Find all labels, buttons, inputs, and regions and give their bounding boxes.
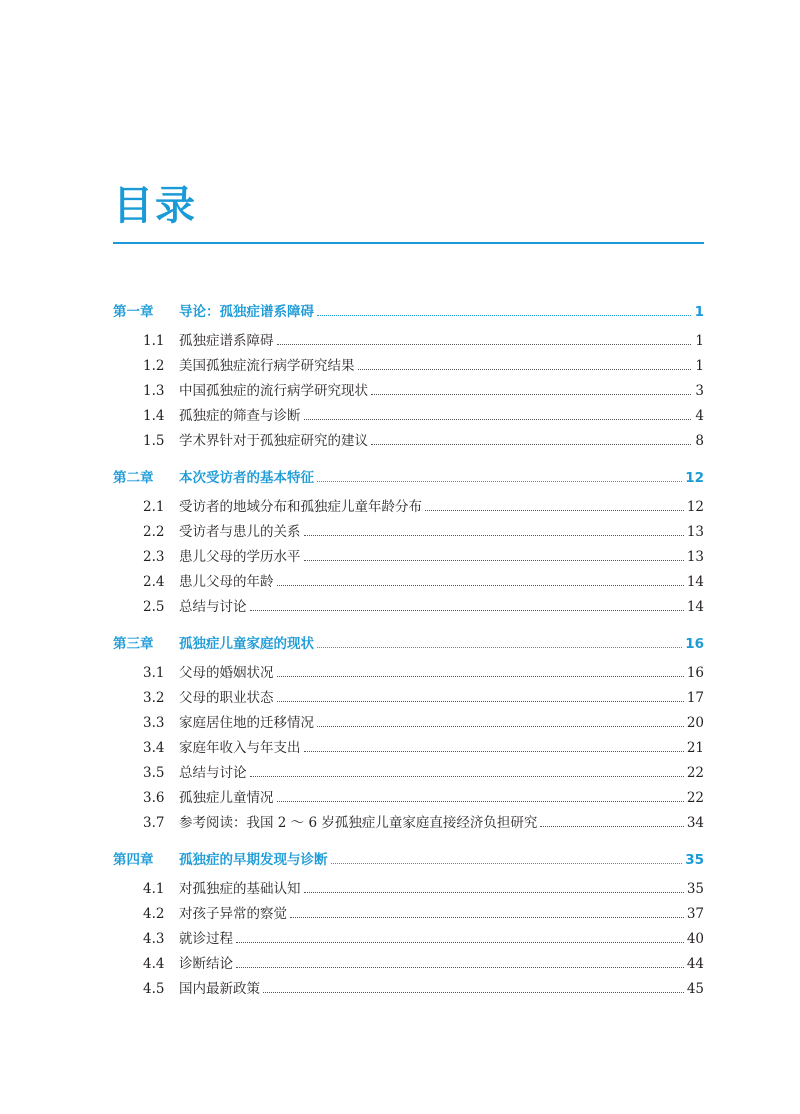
toc-section-entry[interactable]: [113, 876, 704, 901]
section-page-number: 16: [686, 665, 704, 681]
toc-section-entry[interactable]: [113, 403, 704, 428]
section-number: 3.6: [143, 790, 165, 806]
dot-leader: [277, 569, 684, 586]
chapter-title: 本次受访者的基本特征: [179, 470, 314, 486]
section-page-number: 44: [686, 956, 704, 972]
dot-leader: [304, 876, 684, 893]
section-number: 4.4: [143, 956, 165, 972]
section-number: 1.3: [143, 383, 165, 399]
chapter-page-number: 12: [685, 470, 704, 486]
section-page-number: 17: [686, 690, 704, 706]
section-title: 孤独症谱系障碍: [179, 333, 274, 349]
toc-section-entry[interactable]: [113, 660, 704, 685]
dot-leader: [304, 735, 684, 752]
section-title: 总结与讨论: [179, 765, 247, 781]
section-number: 1.2: [143, 358, 165, 374]
dot-leader: [304, 519, 684, 536]
section-page-number: 34: [686, 815, 704, 831]
toc-chapter: [113, 465, 704, 619]
section-number: 2.4: [143, 574, 165, 590]
toc-chapter-entry[interactable]: [113, 631, 704, 656]
section-page-number: 22: [686, 790, 704, 806]
section-number: 4.3: [143, 931, 165, 947]
section-number: 1.1: [143, 333, 165, 349]
section-title: 美国孤独症流行病学研究结果: [179, 358, 355, 374]
chapter-page-number: 16: [685, 636, 704, 652]
section-number: 2.1: [143, 499, 165, 515]
section-title: 学术界针对于孤独症研究的建议: [179, 433, 368, 449]
section-title: 总结与讨论: [179, 599, 247, 615]
toc-section-entry[interactable]: [113, 494, 704, 519]
section-number: 2.3: [143, 549, 165, 565]
dot-leader: [425, 494, 684, 511]
section-page-number: 8: [695, 433, 704, 449]
toc-section-entry[interactable]: [113, 569, 704, 594]
dot-leader: [358, 353, 692, 370]
section-page-number: 21: [686, 740, 704, 756]
section-number: 3.3: [143, 715, 165, 731]
section-number: 2.5: [143, 599, 165, 615]
section-number: 3.5: [143, 765, 165, 781]
dot-leader: [236, 951, 684, 968]
toc-section-entry[interactable]: [113, 926, 704, 951]
chapter-number: 第三章: [113, 636, 154, 652]
dot-leader: [277, 328, 692, 345]
toc-section-entry[interactable]: [113, 378, 704, 403]
toc-section-entry[interactable]: [113, 760, 704, 785]
dot-leader: [317, 710, 684, 727]
toc-chapter-entry[interactable]: [113, 299, 704, 324]
dot-leader: [290, 901, 684, 918]
section-number: 1.4: [143, 408, 165, 424]
dot-leader: [250, 594, 684, 611]
section-page-number: 13: [686, 524, 704, 540]
chapter-title: 孤独症儿童家庭的现状: [179, 636, 314, 652]
dot-leader: [277, 785, 684, 802]
toc-chapter: [113, 847, 704, 1001]
toc-section-entry[interactable]: [113, 328, 704, 353]
title-divider: [113, 242, 704, 244]
section-title: 父母的职业状态: [179, 690, 274, 706]
chapter-page-number: 35: [685, 852, 704, 868]
section-title: 就诊过程: [179, 931, 233, 947]
toc-chapter: [113, 299, 704, 453]
chapter-number: 第四章: [113, 852, 154, 868]
section-title: 中国孤独症的流行病学研究现状: [179, 383, 368, 399]
section-title: 家庭居住地的迁移情况: [179, 715, 314, 731]
dot-leader: [371, 428, 691, 445]
chapter-number: 第一章: [113, 304, 154, 320]
section-page-number: 1: [695, 358, 704, 374]
dot-leader: [277, 660, 684, 677]
dot-leader: [304, 544, 684, 561]
section-title: 孤独症儿童情况: [179, 790, 274, 806]
toc-section-entry[interactable]: [113, 785, 704, 810]
section-page-number: 37: [686, 906, 704, 922]
section-page-number: 1: [695, 333, 704, 349]
dot-leader: [263, 976, 684, 993]
section-page-number: 22: [686, 765, 704, 781]
page-title: 目录: [113, 183, 197, 229]
toc-chapter-entry[interactable]: [113, 847, 704, 872]
section-number: 3.2: [143, 690, 165, 706]
section-page-number: 14: [686, 574, 704, 590]
dot-leader: [317, 631, 682, 648]
section-number: 3.7: [143, 815, 165, 831]
toc-section-entry[interactable]: [113, 594, 704, 619]
toc-section-entry[interactable]: [113, 710, 704, 735]
dot-leader: [371, 378, 691, 395]
section-title: 参考阅读：我国 2 ～ 6 岁孤独症儿童家庭直接经济负担研究: [179, 815, 538, 831]
section-title: 受访者的地域分布和孤独症儿童年龄分布: [179, 499, 422, 515]
dot-leader: [304, 403, 692, 420]
dot-leader: [250, 760, 684, 777]
toc-section-entry[interactable]: [113, 519, 704, 544]
section-title: 父母的婚姻状况: [179, 665, 274, 681]
toc-section-entry[interactable]: [113, 810, 704, 835]
section-title: 患儿父母的年龄: [179, 574, 274, 590]
section-title: 对孤独症的基础认知: [179, 881, 301, 897]
section-title: 对孩子异常的察觉: [179, 906, 287, 922]
section-page-number: 4: [695, 408, 704, 424]
chapter-page-number: 1: [694, 304, 704, 320]
section-page-number: 40: [686, 931, 704, 947]
chapter-title: 导论：孤独症谱系障碍: [179, 304, 314, 320]
section-page-number: 20: [686, 715, 704, 731]
section-page-number: 35: [686, 881, 704, 897]
section-number: 4.1: [143, 881, 165, 897]
dot-leader: [540, 810, 683, 827]
section-title: 国内最新政策: [179, 981, 260, 997]
section-page-number: 12: [686, 499, 704, 515]
section-page-number: 45: [686, 981, 704, 997]
section-number: 3.4: [143, 740, 165, 756]
toc-section-entry[interactable]: [113, 735, 704, 760]
section-title: 患儿父母的学历水平: [179, 549, 301, 565]
dot-leader: [317, 299, 691, 316]
toc-section-entry[interactable]: [113, 428, 704, 453]
toc-section-entry[interactable]: [113, 976, 704, 1001]
section-title: 诊断结论: [179, 956, 233, 972]
dot-leader: [317, 465, 682, 482]
section-number: 4.5: [143, 981, 165, 997]
toc-section-entry[interactable]: [113, 685, 704, 710]
section-title: 受访者与患儿的关系: [179, 524, 301, 540]
section-number: 2.2: [143, 524, 165, 540]
section-page-number: 14: [686, 599, 704, 615]
dot-leader: [236, 926, 684, 943]
toc-chapter-entry[interactable]: [113, 465, 704, 490]
section-title: 家庭年收入与年支出: [179, 740, 301, 756]
section-page-number: 3: [695, 383, 704, 399]
table-of-contents: [113, 299, 704, 1013]
section-title: 孤独症的筛查与诊断: [179, 408, 301, 424]
chapter-title: 孤独症的早期发现与诊断: [179, 852, 328, 868]
section-number: 4.2: [143, 906, 165, 922]
dot-leader: [331, 847, 683, 864]
toc-section-entry[interactable]: [113, 544, 704, 569]
section-number: 3.1: [143, 665, 165, 681]
toc-chapter: [113, 631, 704, 835]
toc-section-entry[interactable]: [113, 353, 704, 378]
chapter-number: 第二章: [113, 470, 154, 486]
toc-section-entry[interactable]: [113, 901, 704, 926]
section-page-number: 13: [686, 549, 704, 565]
dot-leader: [277, 685, 684, 702]
section-number: 1.5: [143, 433, 165, 449]
toc-section-entry[interactable]: [113, 951, 704, 976]
